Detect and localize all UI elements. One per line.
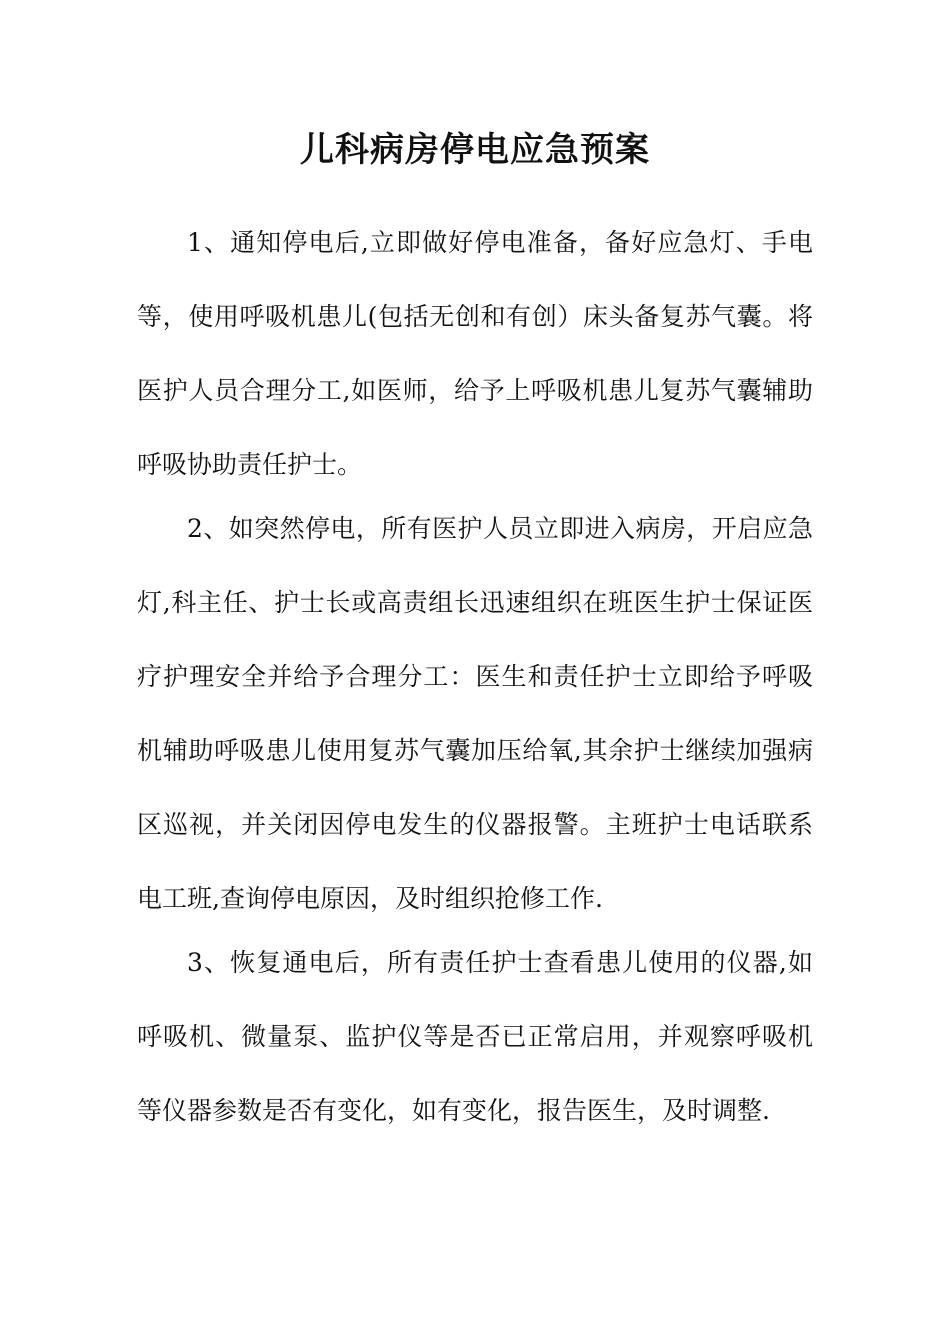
paragraph-1-line-2: 等，使用呼吸机患儿(包括无创和有创）床头备复苏气囊。将: [137, 302, 813, 331]
paragraph-3-line-3: 等仪器参数是否有变化，如有变化，报告医生，及时调整.: [137, 1096, 770, 1125]
paragraph-1-line-3: 医护人员合理分工,如医师，给予上呼吸机患儿复苏气囊辅助: [137, 376, 813, 405]
paragraph-1-line-1: 1、通知停电后,立即做好停电准备，备好应急灯、手电: [187, 228, 813, 257]
paragraph-3-line-2: 呼吸机、微量泵、监护仪等是否已正常启用，并观察呼吸机: [137, 1022, 813, 1051]
paragraph-2-line-1: 2、如突然停电，所有医护人员立即进入病房，开启应急: [187, 514, 813, 543]
paragraph-2-line-3: 疗护理安全并给予合理分工：医生和责任护士立即给予呼吸: [137, 662, 813, 691]
paragraph-1-line-4: 呼吸协助责任护士。: [137, 450, 363, 479]
paragraph-3-line-1: 3、恢复通电后，所有责任护士查看患儿使用的仪器,如: [187, 948, 813, 977]
paragraph-2-line-6: 电工班,查询停电原因，及时组织抢修工作.: [137, 884, 603, 913]
document-title: 儿科病房停电应急预案: [300, 130, 650, 170]
paragraph-2-line-5: 区巡视，并关闭因停电发生的仪器报警。主班护士电话联系: [137, 810, 813, 839]
paragraph-2-line-2: 灯,科主任、护士长或高责组长迅速组织在班医生护士保证医: [137, 588, 813, 617]
paragraph-2-line-4: 机辅助呼吸患儿使用复苏气囊加压给氧,其余护士继续加强病: [137, 736, 813, 765]
